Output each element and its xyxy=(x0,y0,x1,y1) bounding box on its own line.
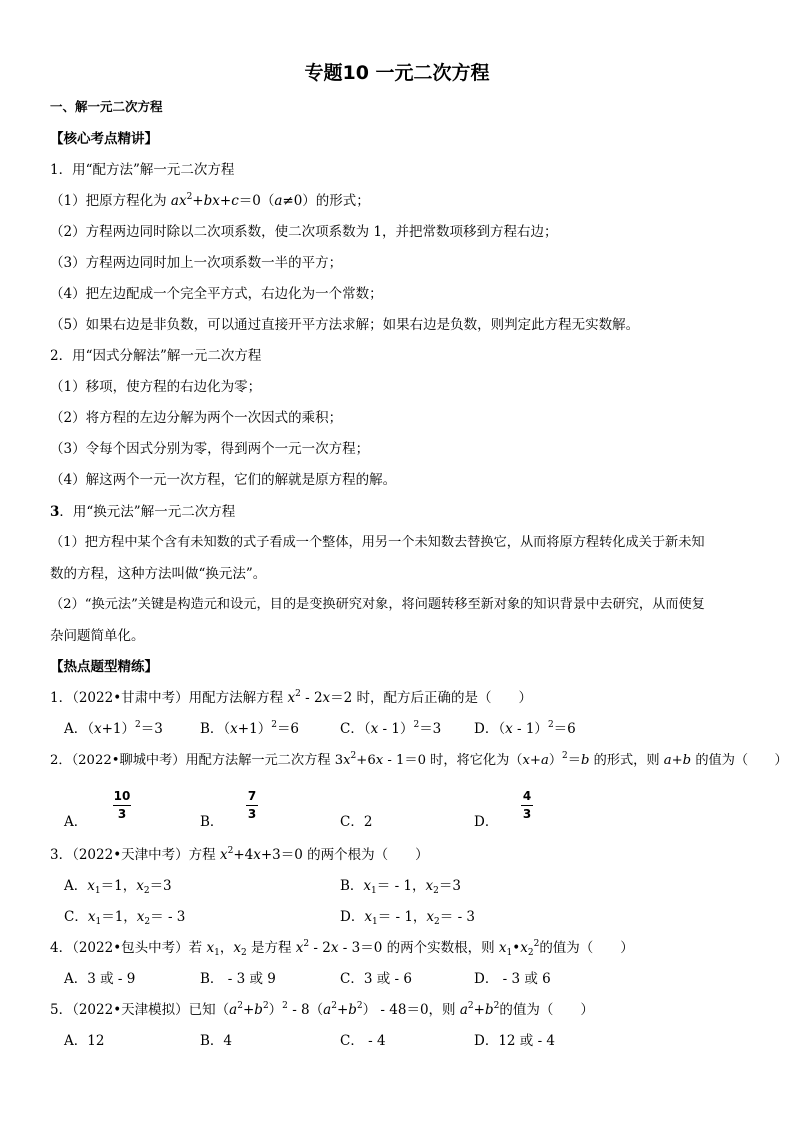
method2-heading: 2．用“因式分解法”解一元二次方程 xyxy=(50,348,262,364)
method3-para2-line1: （2）“换元法”关键是构造元和设元，目的是变换研究对象，将问题转移至新对象的知识背景中去研究，从而使复 xyxy=(50,597,705,612)
method2-step3: （3）令每个因式分别为零，得到两个一元一次方程； xyxy=(50,441,370,457)
method1-step3: （3）方程两边同时加上一次项系数一半的平方； xyxy=(50,255,343,271)
method2-step2: （2）将方程的左边分解为两个一次因式的乘积； xyxy=(50,410,343,426)
q5-option-c: C． - 4 xyxy=(340,1033,386,1049)
section-heading: 一、解一元二次方程 xyxy=(50,99,163,114)
method1-step2: （2）方程两边同时除以二次项系数，使二次项系数为 1，并把常数项移到方程右边； xyxy=(50,224,558,240)
q4-option-d: D． - 3 或 6 xyxy=(474,971,551,987)
q2-option-a-label: A． xyxy=(64,814,88,830)
method2-step1: （1）移项，使方程的右边化为零； xyxy=(50,379,262,395)
q2-option-c: C．2 xyxy=(340,814,373,830)
practice-header: 【热点题型精练】 xyxy=(50,659,158,675)
q1-option-c: C．（x - 1）$^2$＝3 xyxy=(340,720,442,737)
method1-step1: （1）把原方程化为 $ax^2+bx+c=0(a\ne 0)$的形式； xyxy=(50,192,370,209)
question-4: 4．（2022•包头中考）若 $x_1$，$x_2$ 是方程 $x^2 - 2x - 3=0$ 的两个实数根，则 $x_1•x_2^2$的值为（ ） xyxy=(50,939,634,958)
q3-option-b: B．$x_1= - 1$，$x_2=3$ xyxy=(340,878,461,896)
page-title: 专题10 一元二次方程 xyxy=(304,62,490,84)
question-3: 3．（2022•天津中考）方程 $x^2+4x+3=0$ 的两个根为（ ） xyxy=(50,846,429,863)
method1-heading: 1．用“配方法”解一元二次方程 xyxy=(50,162,235,178)
q2-option-b-label: B． xyxy=(200,814,224,830)
question-1: 1．（2022•甘肃中考）用配方法解方程 $x^2 - 2x=2$ 时，配方后正确的是（ ） xyxy=(50,689,533,706)
question-2: 2．（2022•聊城中考）用配方法解一元二次方程 $3x^2+6x - 1=0$ 时，将它化为$(x+a)^2=b$ 的形式，则 a+b 的值为（ ） xyxy=(50,751,788,768)
q1-option-d: D．（x - 1）$^2$＝6 xyxy=(474,720,576,737)
q4-option-b: B． - 3 或 9 xyxy=(200,971,276,987)
q3-option-c: C．$x_1=1$，$x_2= - 3$ xyxy=(64,909,186,927)
method1-step5: （5）如果右边是非负数，可以通过直接开平方法求解；如果右边是负数，则判定此方程无实数解。 xyxy=(50,317,640,333)
q2-option-a-fraction: 10 3 xyxy=(113,789,131,821)
method3-para1-line2: 数的方程，这种方法叫做“换元法”。 xyxy=(50,566,267,582)
method3-para1-line1: （1）把方程中某个含有未知数的式子看成一个整体，用另一个未知数去替换它，从而将原方程转化成关于新未知 xyxy=(50,535,705,550)
method2-step4: （4）解这两个一元一次方程，它们的解就是原方程的解。 xyxy=(50,472,397,488)
q2-option-d-label: D． xyxy=(474,814,499,830)
q5-option-d: D．12 或 - 4 xyxy=(474,1033,556,1049)
q2-option-d-fraction: 4 3 xyxy=(522,789,532,821)
method3-para2-line2: 杂问题简单化。 xyxy=(50,628,145,644)
question-5: 5．（2022•天津模拟）已知$(a^2+b^2)^2 - 8(a^2+b^2) - 48=0$，则 $a^2+b^2$的值为（ ） xyxy=(50,1001,594,1018)
q2-option-b-fraction: 7 3 xyxy=(247,789,257,821)
q1-option-b: B．$(x+1)^2=6$ xyxy=(200,720,300,737)
q1-option-a: A．$(x+1)^2=3$ xyxy=(64,720,163,737)
q3-option-a: A．$x_1=1$，$x_2=3$ xyxy=(64,878,172,896)
q5-option-b: B．4 xyxy=(200,1033,233,1049)
q4-option-a: A．3 或 - 9 xyxy=(64,971,136,987)
q4-option-c: C．3 或 - 6 xyxy=(340,971,412,987)
method1-step4: （4）把左边配成一个完全平方式，右边化为一个常数； xyxy=(50,286,383,302)
q5-option-a: A．12 xyxy=(64,1033,105,1049)
method3-heading: 3．用“换元法”解一元二次方程 xyxy=(50,504,236,520)
core-points-header: 【核心考点精讲】 xyxy=(50,131,158,147)
q3-option-d: D．$x_1= - 1$，$x_2= - 3$ xyxy=(340,909,476,927)
